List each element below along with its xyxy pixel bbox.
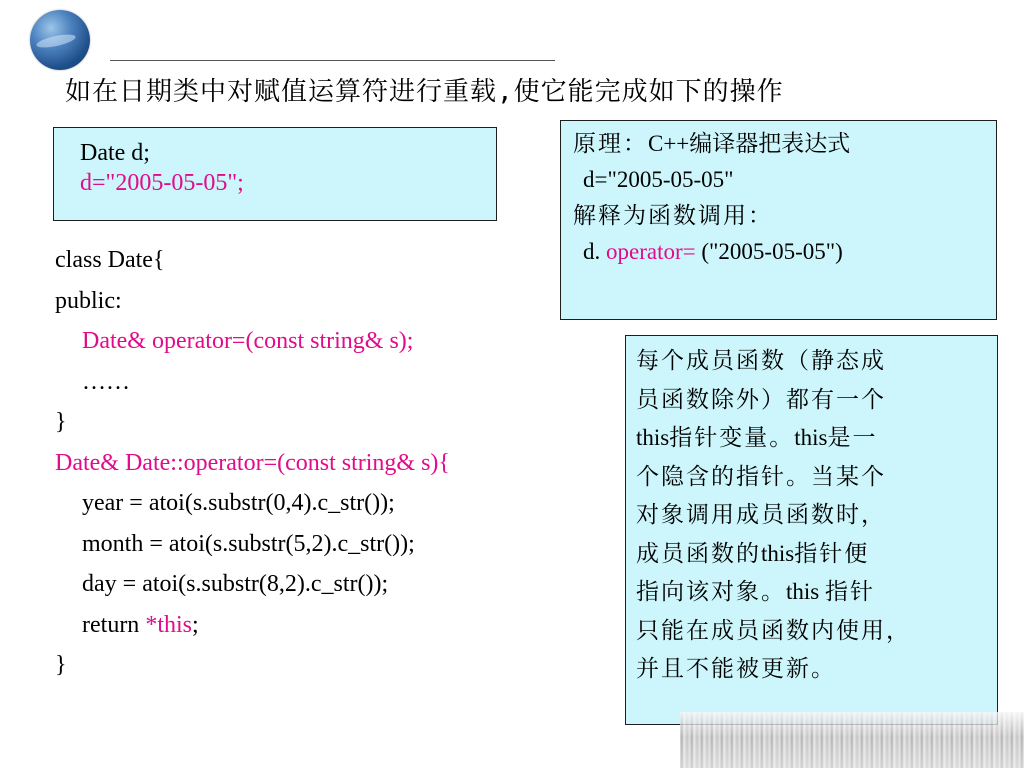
this-word: this	[636, 425, 670, 450]
code-line: }	[55, 409, 67, 435]
principle-text: C++编译器把表达式	[648, 131, 851, 156]
note-line: 每个成员函数（静态成	[636, 348, 886, 374]
code-line: year = atoi(s.substr(0,4).c_str());	[82, 490, 395, 516]
code-line: ……	[82, 368, 130, 395]
semicolon: ;	[192, 611, 199, 638]
class-code-listing	[55, 240, 625, 686]
slide-title: 如在日期类中对赋值运算符进行重载,使它能完成如下的操作	[65, 77, 784, 107]
sample-line-2: d="2005-05-05";	[80, 170, 244, 196]
principle-line-1	[573, 126, 996, 162]
note-line: 对象调用成员函数时，	[636, 502, 886, 528]
sample-code-box	[53, 127, 497, 221]
this-word: this	[786, 579, 825, 604]
note-line: 个隐含的指针。当某个	[636, 463, 886, 490]
note-text: 指针便	[794, 540, 870, 567]
decorative-texture	[680, 712, 1024, 768]
principle-line-4	[573, 234, 996, 270]
note-text: 成员函数的	[636, 540, 761, 567]
note-text: 指向该对象。	[636, 579, 786, 605]
principle-line-3: 解释为函数调用：	[573, 203, 773, 229]
code-line	[55, 605, 625, 646]
code-line: public:	[55, 287, 122, 314]
globe-icon	[30, 10, 90, 70]
return-keyword: return	[82, 611, 146, 638]
this-word: this	[761, 540, 795, 566]
note-line	[636, 573, 997, 612]
note-line	[636, 535, 997, 574]
sample-line-1: Date d;	[80, 140, 150, 166]
globe-band	[35, 32, 76, 50]
code-line: month = atoi(s.substr(5,2).c_str());	[82, 530, 415, 557]
this-pointer-note	[625, 335, 998, 725]
principle-line-2: d="2005-05-05"	[583, 167, 734, 192]
this-word: this	[794, 425, 828, 450]
code-line: class Date{	[55, 247, 165, 273]
principle-label: 原理：	[573, 131, 648, 157]
title-rule	[110, 60, 555, 61]
note-line: 只能在成员函数内使用，	[636, 617, 911, 644]
note-text: 指针	[824, 579, 875, 605]
code-line: Date& operator=(const string& s);	[82, 328, 414, 354]
call-operator: operator=	[606, 239, 696, 264]
principle-box	[560, 120, 997, 320]
note-text: 指针变量。	[669, 425, 795, 451]
note-line: 员函数除外）都有一个	[636, 386, 886, 413]
call-args: ("2005-05-05")	[695, 239, 843, 264]
note-line: 并且不能被更新。	[636, 656, 836, 682]
note-line	[636, 419, 997, 458]
note-text: 是一	[827, 425, 878, 451]
this-ref: *this	[145, 611, 192, 638]
code-line: }	[55, 652, 67, 678]
code-line: day = atoi(s.substr(8,2).c_str());	[82, 571, 389, 597]
code-line: Date& Date::operator=(const string& s){	[55, 449, 450, 476]
call-object: d.	[583, 239, 606, 264]
